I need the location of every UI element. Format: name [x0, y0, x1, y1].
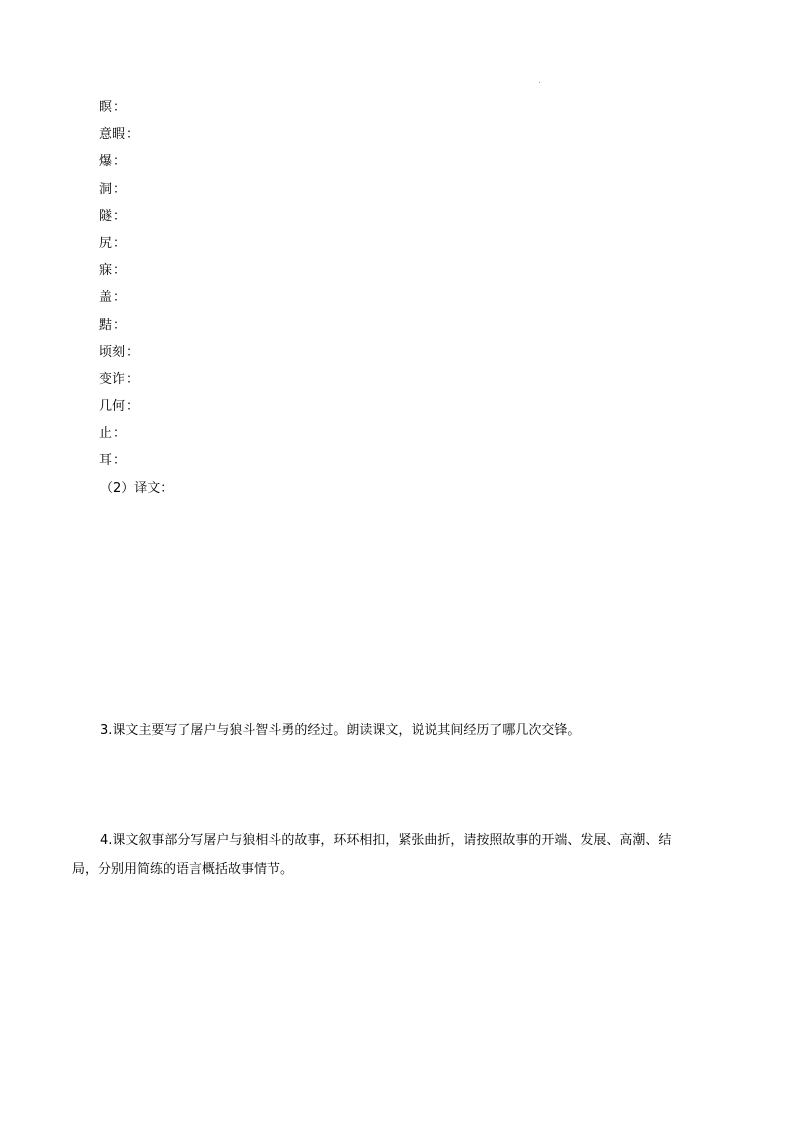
vocab-term: 黠: [99, 317, 113, 333]
vocab-colon: ：: [113, 263, 127, 279]
vocab-colon: ：: [113, 208, 127, 224]
vocab-term: 意暇: [99, 127, 126, 143]
vocab-term: 爆: [99, 154, 113, 170]
vocab-term: 瞑: [99, 100, 113, 115]
vocabulary-item: [99, 420, 139, 447]
vocab-colon: ：: [113, 317, 127, 333]
translation-label: （2）译文：: [100, 481, 174, 496]
vocab-term: 止: [99, 426, 113, 442]
vocab-colon: ：: [113, 426, 127, 442]
vocab-colon: ：: [113, 181, 127, 197]
vocabulary-item: [99, 203, 139, 230]
vocab-colon: ：: [126, 344, 140, 360]
vocab-term: 尻: [99, 235, 113, 251]
vocabulary-item: [99, 339, 139, 366]
vocab-colon: ：: [113, 100, 127, 115]
vocab-colon: ：: [126, 399, 140, 415]
vocabulary-item: [99, 447, 139, 474]
vocabulary-item: [99, 94, 139, 121]
vocab-colon: ：: [113, 235, 127, 251]
vocab-term: 盖: [99, 290, 113, 306]
question-3: 3.课文主要写了屠户与狼斗智斗勇的经过。朗读课文，说说其间经历了哪几次交锋。: [100, 723, 581, 738]
vocabulary-item: [99, 393, 139, 420]
vocab-term: 顷刻: [99, 344, 126, 360]
vocab-term: 隧: [99, 208, 113, 224]
vocab-colon: ：: [113, 154, 127, 170]
vocabulary-item: [99, 284, 139, 311]
vocabulary-item: [99, 312, 139, 339]
vocabulary-item: [99, 366, 139, 393]
question-4-line-2: 局，分别用简练的语言概括故事情节。: [72, 862, 294, 877]
vocabulary-list: [99, 94, 139, 475]
vocab-term: 耳: [99, 453, 113, 469]
vocab-colon: ：: [113, 290, 127, 306]
vocabulary-item: [99, 230, 139, 257]
vocab-term: 变诈: [99, 371, 126, 387]
stray-dot: [539, 82, 540, 83]
vocab-term: 几何: [99, 399, 126, 415]
question-4-line-1: 4.课文叙事部分写屠户与狼相斗的故事，环环相扣，紧张曲折，请按照故事的开端、发展、高潮、结: [100, 833, 672, 848]
vocab-term: 寐: [99, 263, 113, 279]
vocabulary-item: [99, 121, 139, 148]
vocab-colon: ：: [113, 453, 127, 469]
vocab-term: 洞: [99, 181, 113, 197]
vocabulary-item: [99, 176, 139, 203]
vocab-colon: ：: [126, 127, 140, 143]
vocab-colon: ：: [126, 371, 140, 387]
vocabulary-item: [99, 148, 139, 175]
vocabulary-item: [99, 257, 139, 284]
